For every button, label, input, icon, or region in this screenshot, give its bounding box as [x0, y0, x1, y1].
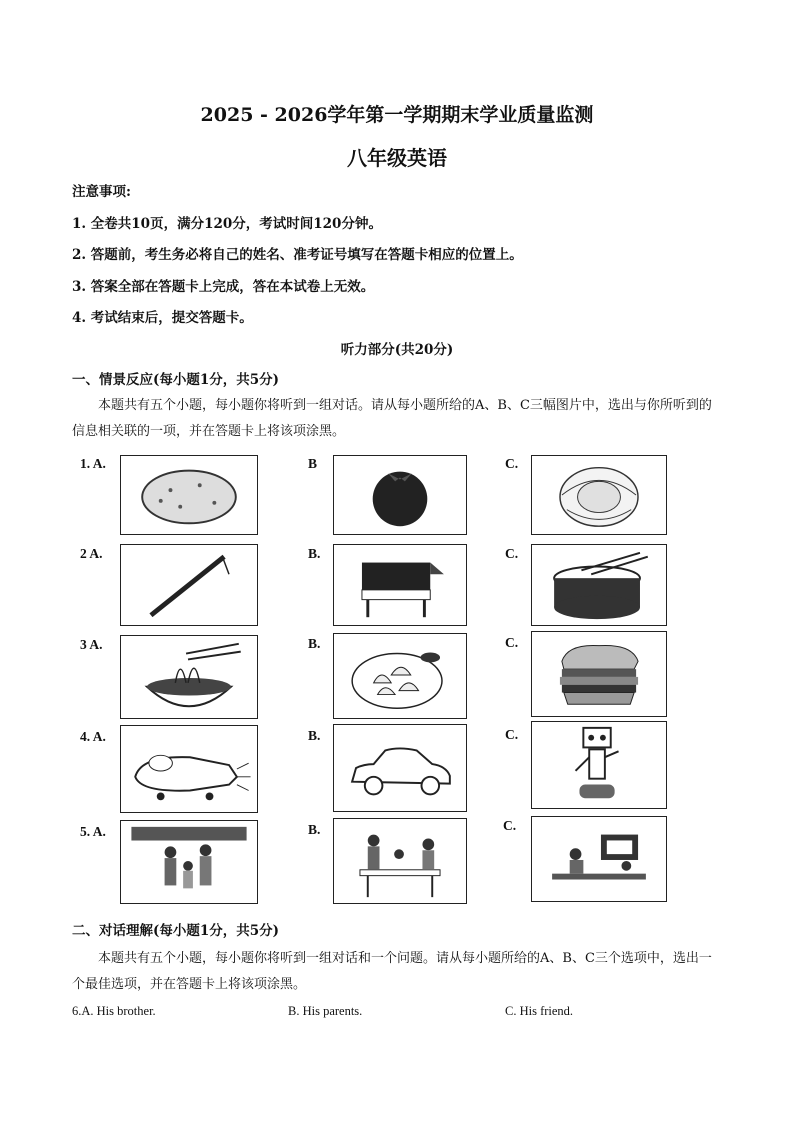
family-dinner-icon [334, 819, 466, 903]
piano-icon [334, 545, 466, 625]
q3-option-c-image[interactable] [531, 631, 667, 717]
flute-icon [121, 545, 257, 625]
q2-label: 2 A. [80, 546, 103, 561]
exam-subtitle: 八年级英语 [347, 146, 447, 170]
tomato-icon [334, 456, 466, 534]
q1-label: 1. A. [80, 456, 106, 471]
q6-option-c[interactable]: C. His friend. [505, 1004, 574, 1018]
section1-instructions: 本题共有五个小题，每小题你将听到一组对话。请从每小题所给的A、B、C三幅图片中，选出与你所听到的信息相关联的一项，并在答题卡上将该项涂黑。 [72, 398, 712, 439]
q4-option-b-image[interactable] [333, 724, 467, 812]
section2-title: 二、对话理解(每小题1分，共5分) [72, 923, 280, 939]
cabbage-icon [532, 456, 666, 534]
exam-title: 2025 - 2026学年第一学期期末学业质量监测 [200, 104, 594, 126]
note-item-3: 3. 答案全部在答题卡上完成，答在本试卷上无效。 [72, 279, 375, 295]
q4-label: 4. A. [80, 729, 106, 744]
q4-option-c-image[interactable] [531, 721, 667, 809]
q2-option-c-label: C. [505, 546, 519, 561]
q3-label: 3 A. [80, 637, 103, 652]
q1-option-c-label: C. [505, 456, 519, 471]
q1-option-b-image[interactable] [333, 455, 467, 535]
q3-option-b-label: B. [308, 636, 321, 651]
q5-option-c-label: C. [503, 818, 517, 833]
sandwich-icon [532, 632, 666, 716]
spaceship-icon [121, 726, 257, 812]
q2-option-a-image[interactable] [120, 544, 258, 626]
noodles-icon [121, 636, 257, 718]
note-item-4: 4. 考试结束后，提交答题卡。 [72, 310, 253, 326]
q3-option-a-image[interactable] [120, 635, 258, 719]
q3-option-c-label: C. [505, 635, 519, 650]
q5-option-a-image[interactable] [120, 820, 258, 904]
notes-heading: 注意事项: [72, 184, 131, 200]
section1-title: 一、情景反应(每小题1分，共5分) [72, 372, 280, 388]
family-walking-icon [121, 821, 257, 903]
q4-option-b-label: B. [308, 728, 321, 743]
q2-option-c-image[interactable] [531, 544, 667, 626]
potato-icon [121, 456, 257, 534]
q5-option-c-image[interactable] [531, 816, 667, 902]
q5-option-b-label: B. [308, 822, 321, 837]
q1-option-c-image[interactable] [531, 455, 667, 535]
listening-heading: 听力部分(共20分) [340, 342, 454, 358]
q5-label: 5. A. [80, 824, 106, 839]
q1-option-a-image[interactable] [120, 455, 258, 535]
section2-instructions: 本题共有五个小题，每小题你将听到一组对话和一个问题。请从每小题所给的A、B、C三个选项中，选出一个最佳选项，并在答题卡上将该项涂黑。 [72, 951, 712, 992]
q4-option-a-image[interactable] [120, 725, 258, 813]
q5-option-b-image[interactable] [333, 818, 467, 904]
q3-option-b-image[interactable] [333, 633, 467, 719]
q6-option-a[interactable]: 6.A. His brother. [72, 1004, 156, 1018]
car-icon [334, 725, 466, 811]
dumplings-icon [334, 634, 466, 718]
note-item-1: 1. 全卷共10页，满分120分，考试时间120分钟。 [72, 216, 382, 232]
q6-option-b[interactable]: B. His parents. [288, 1004, 363, 1018]
computer-room-icon [532, 817, 666, 901]
q2-option-b-image[interactable] [333, 544, 467, 626]
q4-option-c-label: C. [505, 727, 519, 742]
note-item-2: 2. 答题前，考生务必将自己的姓名、准考证号填写在答题卡相应的位置上。 [72, 247, 523, 263]
q1-option-b-label: B [308, 456, 318, 471]
drum-icon [532, 545, 666, 625]
q2-option-b-label: B. [308, 546, 321, 561]
robot-icon [532, 722, 666, 808]
